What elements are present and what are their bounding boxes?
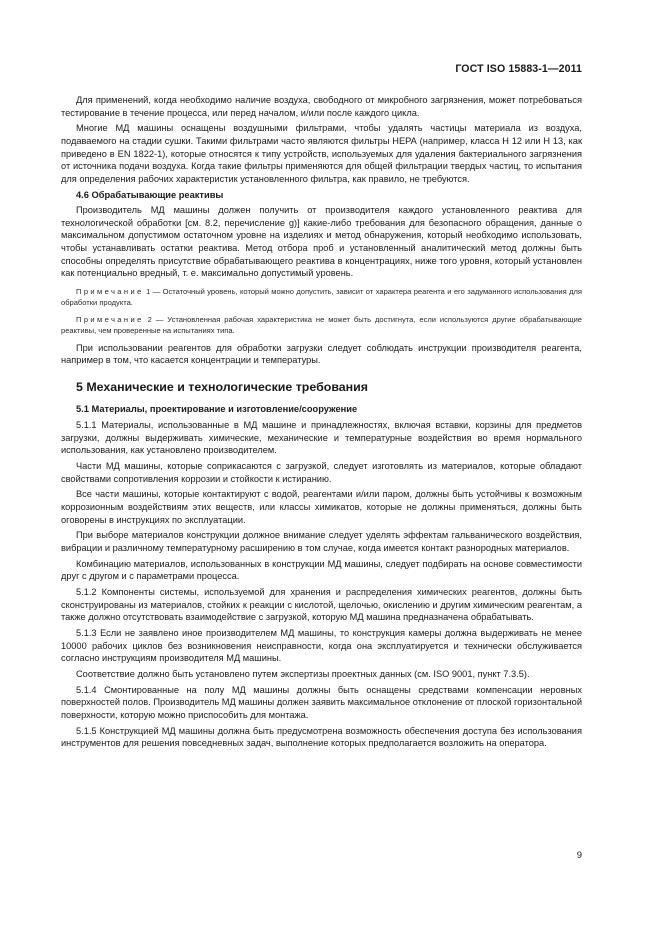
note-2 — [61, 314, 582, 336]
section-heading-5-1: 5.1 Материалы, проектирование и изготовление/сооружение — [76, 404, 358, 415]
note-label: Примечание — [76, 286, 144, 296]
paragraph: 5.1.2 Компоненты системы, используемой для хранения и распределения химических реагентов, должны быть сконструированы из материалов, стойких к реакции с кислотой, щелочью, окислению и другим химическим реагентам, а также должно отсутствовать взаимодействие с загрузкой, которую МД машина предназначена обрабатывать. — [61, 587, 582, 623]
paragraph: 5.1.1 Материалы, использованные в МД машине и принадлежностях, включая вставки, корзины для предметов загрузки, должны выдерживать химические, механические и температурные воздействия во время нормального использования, как установлено производителем. — [61, 420, 582, 456]
paragraph: Комбинацию материалов, использованных в конструкции МД машины, следует подбирать на основе совместимости друг с другом и с параметрами процесса. — [61, 558, 582, 582]
section-heading-4-6: 4.6 Обрабатывающие реактивы — [76, 189, 224, 200]
paragraph: Для применений, когда необходимо наличие воздуха, свободного от микробного загрязнения, может потребоваться тестирование в течение процесса, или перед началом, и/или после каждого цикла. — [61, 95, 582, 118]
paragraph: Производитель МД машины должен получить от производителя каждого установленного реактива для технологической обработки [см. 8.2, перечисление g)] какие-либо требования для безопасного обращения, данные о максимальном допустимом остаточном уровне на изделиях и метод обнаружения, который необходимо использовать, чтобы устанавливать остатки реактива. Метод отбора проб и установленный аналитический метод должны быть способны определять присутствие обрабатывающего реактива в концентрациях, ниже того уровня, который установлен как потенциально вредный, т. е. максимально допустимый уровень. — [61, 205, 582, 279]
note-text: 1 — Остаточный уровень, который можно допустить, зависит от характера реагента и его задуманного использования для обработки продукта. — [61, 286, 582, 307]
paragraph: Части МД машины, которые соприкасаются с загрузкой, следует изготовлять из материалов, которые обладают свойствами сопротивления коррозии и стойкости к истиранию. — [61, 461, 582, 484]
section-heading-5: 5 Механические и технологические требования — [76, 379, 369, 394]
note-label: Примечание — [76, 314, 144, 324]
paragraph: Все части машины, которые контактируют с водой, реагентами и/или паром, должны быть устойчивы к возможным коррозионным воздействиям этих веществ, или классы химикатов, которые не должны применяться, должны быть оговорены в инструкциях по эксплуатации. — [61, 489, 582, 525]
note-text: 2 — Установленная рабочая характеристика не может быть достигнута, если используются другие обрабатывающие реактивы, чем проверенные на испытаниях типа. — [61, 314, 582, 335]
note-1 — [61, 286, 582, 308]
document-body — [61, 94, 582, 753]
paragraph: 5.1.4 Смонтированные на полу МД машины должны быть оснащены средствами компенсации неровных поверхностей полов. Производитель МД машины должен заявить максимальное отклонение от плоской горизонтальной поверхности, которую можно приспособить для монтажа. — [61, 684, 582, 721]
paragraph: 5.1.3 Если не заявлено иное производителем МД машины, то конструкция камеры должна выдерживать не менее 10000 рабочих циклов без возникновения неисправности, когда она эксплуатируется и технически обслуживается согласно инструкциям производителя МД машины. — [61, 628, 582, 664]
paragraph: Многие МД машины оснащены воздушными фильтрами, чтобы удалять частицы материала из воздуха, подаваемого на стадии сушки. Такими фильтрами часто являются фильтры НЕРА (например, класса Н 12 или Н 13, как приведено в EN 1822-1), которые относятся к типу устройств, используемых для удаления бактериального загрязнения от источника подачи воздуха. Когда такие фильтры применяются для общей фильтрации твердых частиц, то испытания для определения рабочих характеристик установленного фильтра, как правило, не требуются. — [61, 123, 582, 184]
paragraph: Соответствие должно быть установлено путем экспертизы проектных данных (см. ISO 9001, пункт 7.3.5). — [76, 669, 530, 680]
paragraph: 5.1.5 Конструкцией МД машины должна быть предусмотрена возможность обеспечения доступа без использования инструментов для решения повседневных задач, выполнение которых предполагается возложить на оператора. — [61, 725, 582, 749]
paragraph: При использовании реагентов для обработки загрузки следует соблюдать инструкции производителя реагента, например в том, что касается концентрации и температуры. — [61, 342, 582, 366]
page-number: 9 — [576, 850, 582, 861]
paragraph: При выборе материалов конструкции должное внимание следует уделять эффектам гальванического воздействия, вибрации и различному температурному расширению в том случае, когда имеется контакт разнородных материалов. — [61, 530, 582, 553]
document-header: ГОСТ ISO 15883-1—2011 — [455, 63, 582, 75]
